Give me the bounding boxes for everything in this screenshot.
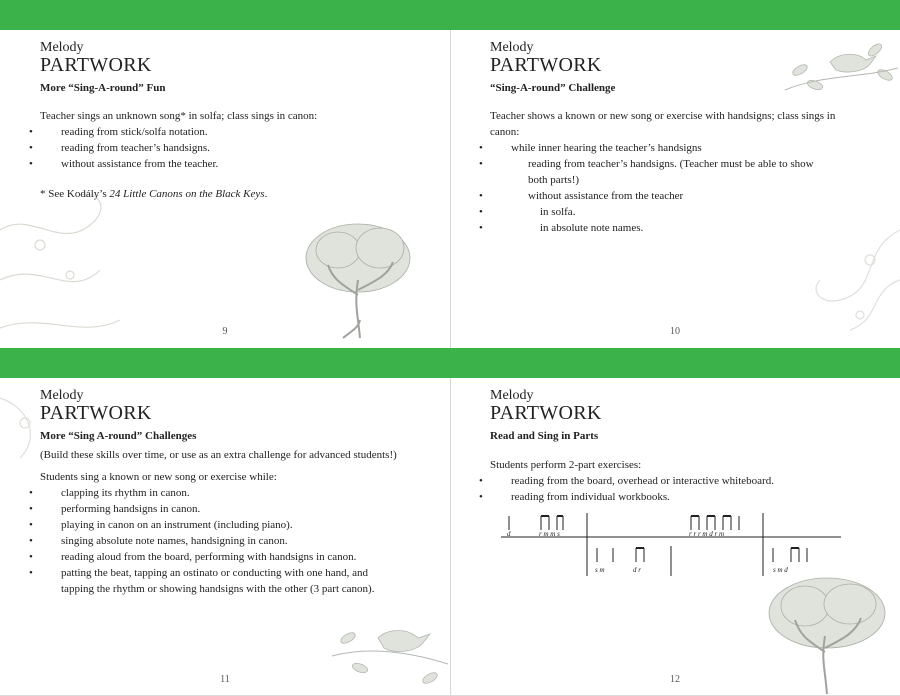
list-item: • without assistance from the teacher. xyxy=(40,156,440,172)
list-item: • singing absolute note names, handsigning in canon. xyxy=(40,533,402,549)
series-title: Melody xyxy=(40,40,84,55)
page-heading: PARTWORK xyxy=(40,54,152,76)
tree-illustration-icon xyxy=(755,568,900,696)
intro-text: Teacher shows a known or new song or exercise with handsigns; class sings in canon: xyxy=(490,110,836,138)
intro-text: Students perform 2-part exercises: xyxy=(490,459,642,471)
page-heading: PARTWORK xyxy=(490,54,602,76)
list-item: • reading from teacher’s handsigns. (Teacher must be able to show both parts!) xyxy=(490,156,830,188)
solfa-syllable: s m xyxy=(595,566,605,574)
intro-text: (Build these skills over time, or use as an extra challenge for advanced students!) xyxy=(40,449,397,461)
solfa-syllable: s m d xyxy=(773,566,788,574)
list-item: • playing in canon on an instrument (including piano). xyxy=(40,517,402,533)
tree-illustration-icon xyxy=(298,210,448,345)
page-10 xyxy=(450,30,900,348)
page-number: 10 xyxy=(670,326,680,337)
list-item: • while inner hearing the teacher’s handsigns xyxy=(490,140,830,156)
list-item: • patting the beat, tapping an ostinato or conducting with one hand, and tapping the rhythm or showing handsigns with the other (3 part canon). xyxy=(40,565,402,597)
page-subtitle: Read and Sing in Parts xyxy=(490,430,599,442)
page-number: 9 xyxy=(222,326,228,337)
page-number: 12 xyxy=(670,674,680,685)
list-item: • reading from the board, overhead or interactive whiteboard. xyxy=(490,473,890,489)
footnote-title: 24 Little Canons on the Black Keys xyxy=(109,188,265,200)
middle-green-band xyxy=(0,348,900,378)
list-item: • in solfa. xyxy=(490,204,830,220)
series-title: Melody xyxy=(490,40,534,55)
list-item: • reading from teacher’s handsigns. xyxy=(40,140,440,156)
two-part-rhythm-staff xyxy=(501,508,841,578)
solfa-syllable: r r r m d r m xyxy=(689,530,725,538)
footnote: * See Kodály’s 24 Little Canons on the Black Keys. xyxy=(40,188,268,200)
list-item: • performing handsigns in canon. xyxy=(40,501,402,517)
bird-on-branch-icon xyxy=(330,608,450,696)
list-item: • reading from stick/solfa notation. xyxy=(40,124,440,140)
solfa-syllable: r m m s xyxy=(539,530,560,538)
page-subtitle: More “Sing-A-round” Fun xyxy=(40,82,166,94)
list-item: • without assistance from the teacher xyxy=(490,188,830,204)
page-heading: PARTWORK xyxy=(490,402,602,424)
list-item: • clapping its rhythm in canon. xyxy=(40,485,402,501)
page-number: 11 xyxy=(220,674,230,685)
page-heading: PARTWORK xyxy=(40,402,152,424)
solfa-syllable: d xyxy=(507,530,511,538)
series-title: Melody xyxy=(490,388,534,403)
solfa-syllable: d r xyxy=(633,566,641,574)
intro-text-2: Students sing a known or new song or exercise while: xyxy=(40,471,277,483)
intro-text: Teacher sings an unknown song* in solfa; class sings in canon: xyxy=(40,110,318,122)
series-title: Melody xyxy=(40,388,84,403)
top-green-band xyxy=(0,0,900,30)
list-item: • in absolute note names. xyxy=(490,220,830,236)
floral-ornament-icon xyxy=(790,220,900,348)
page-11 xyxy=(0,378,450,696)
page-12 xyxy=(450,378,900,696)
list-item: • reading aloud from the board, performing with handsigns in canon. xyxy=(40,549,402,565)
page-9 xyxy=(0,30,450,348)
page-subtitle: More “Sing A-round” Challenges xyxy=(40,430,197,442)
page-subtitle: “Sing-A-round” Challenge xyxy=(490,82,616,94)
list-item: • reading from individual workbooks. xyxy=(490,489,890,505)
